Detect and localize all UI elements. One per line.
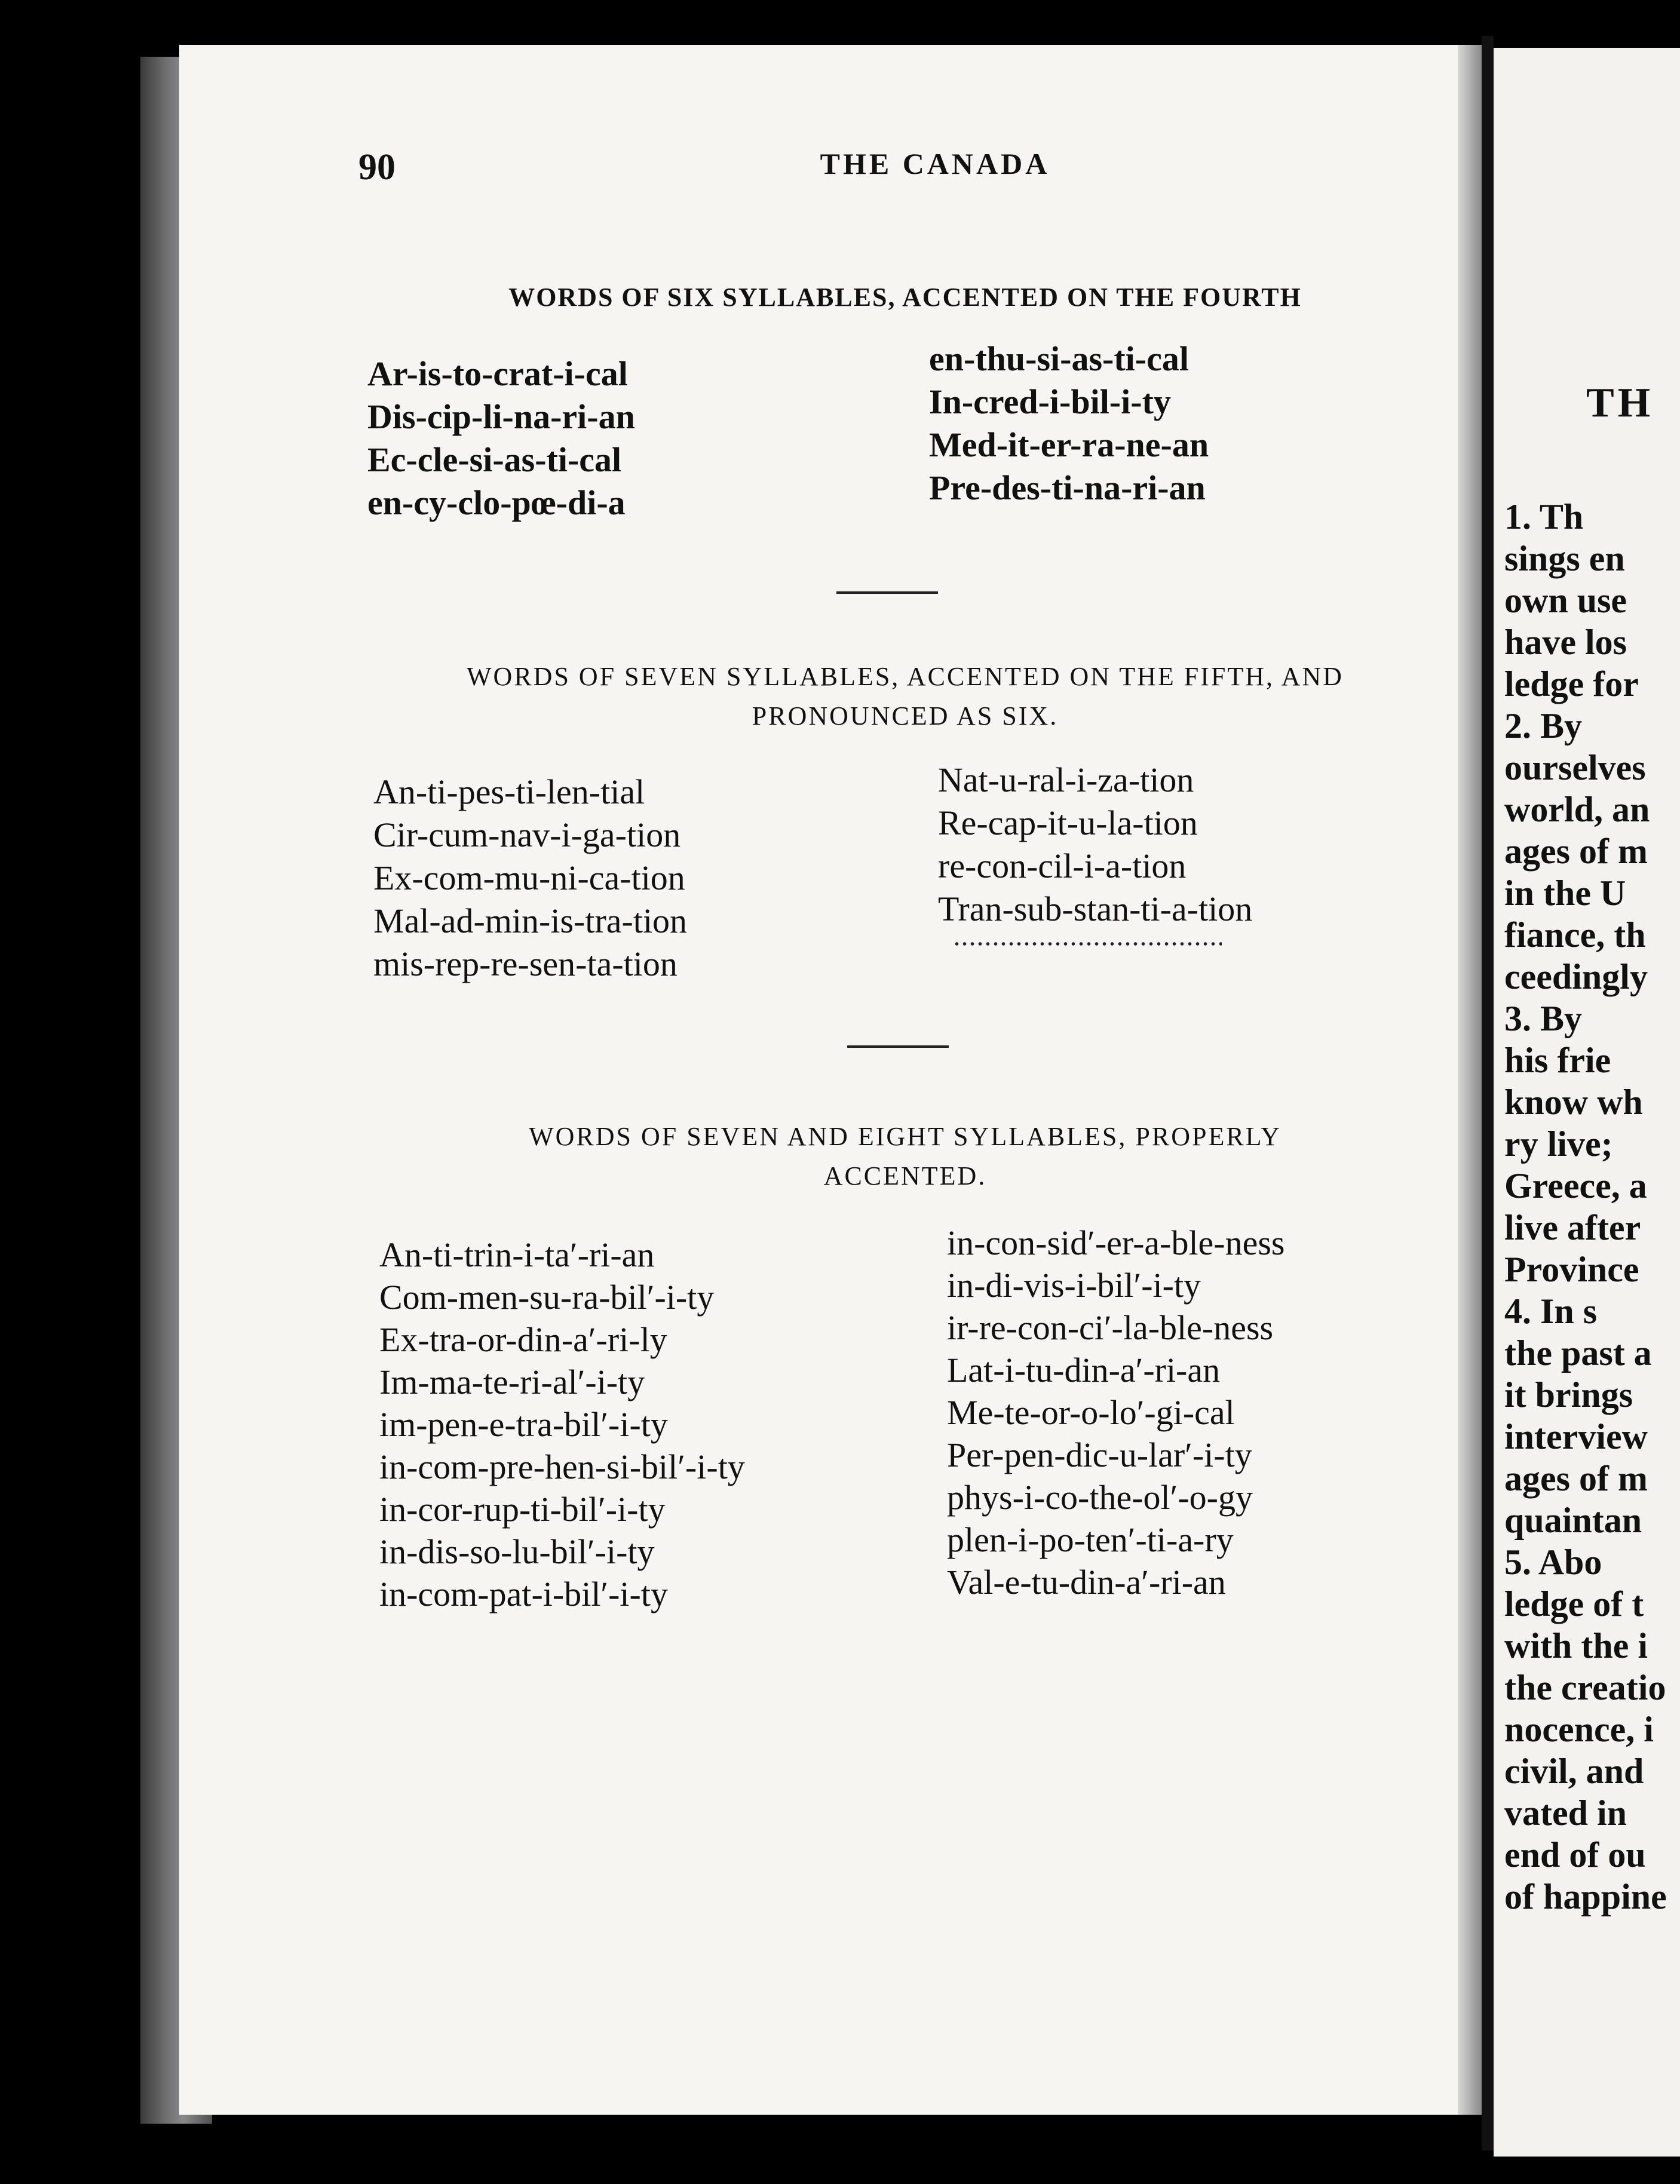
word-list-right (938, 759, 1252, 931)
facing-page-line: ledge of t (1504, 1584, 1644, 1624)
facing-page-line: in the U (1504, 873, 1626, 913)
word-list-left (379, 1234, 745, 1615)
word-list-left (373, 771, 687, 986)
word-item: Lat-i-tu-din-a′-ri-an (947, 1351, 1221, 1389)
word-item: Me-te-or-o-lo′-gi-cal (947, 1393, 1235, 1432)
word-item: im-pen-e-tra-bil′-i-ty (379, 1405, 668, 1444)
facing-page-line: his frie (1504, 1041, 1611, 1080)
word-item: phys-i-co-the-ol′-o-gy (947, 1478, 1253, 1517)
facing-page-line: ages of m (1504, 1459, 1648, 1498)
word-item: Ec-cle-si-as-ti-cal (367, 440, 622, 479)
facing-page-line: 2. By (1504, 706, 1583, 746)
word-item: Ex-com-mu-ni-ca-tion (373, 858, 685, 897)
facing-page-line: it brings (1504, 1375, 1633, 1415)
heading-line: WORDS OF SEVEN AND EIGHT SYLLABLES, PROPERLY (529, 1122, 1282, 1151)
heading-line: PRONOUNCED AS SIX. (752, 701, 1059, 731)
facing-page-fragment (1494, 48, 1680, 2157)
running-head: THE CANADA (820, 147, 1050, 180)
word-item: Dis-cip-li-na-ri-an (367, 397, 635, 436)
dotted-rule (953, 941, 1222, 947)
word-item: in-di-vis-i-bil′-i-ty (947, 1266, 1201, 1305)
word-item: re-con-cil-i-a-tion (938, 846, 1187, 885)
facing-page-line: sings en (1504, 539, 1625, 578)
facing-page-line: with the i (1504, 1626, 1648, 1665)
word-item: Pre-des-ti-na-ri-an (929, 468, 1206, 507)
facing-page-line: own use (1504, 581, 1627, 620)
word-item: Per-pen-dic-u-lar′-i-ty (947, 1435, 1252, 1474)
word-item: in-con-sid′-er-a-ble-ness (947, 1223, 1285, 1262)
facing-page-line: civil, and (1504, 1752, 1644, 1791)
word-item: Val-e-tu-din-a′-ri-an (947, 1563, 1226, 1602)
word-item: plen-i-po-ten′-ti-a-ry (947, 1520, 1234, 1559)
facing-page-line: ledge for (1504, 664, 1639, 704)
page-number: 90 (358, 147, 396, 188)
word-list-right (947, 1222, 1285, 1603)
facing-page-line: ourselves (1504, 748, 1646, 787)
facing-page-line: of happine (1504, 1877, 1667, 1916)
section-rule (836, 591, 938, 594)
facing-page-line: 4. In s (1504, 1292, 1598, 1331)
page-gutter-shadow (1458, 45, 1482, 2115)
facing-page-line: fiance, th (1504, 915, 1646, 955)
facing-page-line: world, an (1504, 790, 1650, 829)
word-item: ir-re-con-ci′-la-ble-ness (947, 1308, 1274, 1347)
word-item: An-ti-pes-ti-len-tial (373, 772, 645, 811)
word-item: en-cy-clo-pœ-di-a (367, 483, 626, 522)
facing-page-line: ceedingly (1504, 957, 1648, 996)
heading-text: WORDS OF SIX SYLLABLES, ACCENTED ON THE FOURTH (508, 283, 1302, 312)
facing-page-line: know wh (1504, 1082, 1643, 1122)
facing-page-line: Greece, a (1504, 1166, 1647, 1206)
word-item: in-dis-so-lu-bil′-i-ty (379, 1532, 655, 1571)
facing-page-line: ry live; (1504, 1124, 1613, 1164)
section-rule (847, 1045, 949, 1048)
word-item: in-com-pre-hen-si-bil′-i-ty (379, 1447, 745, 1486)
word-item: Ex-tra-or-din-a′-ri-ly (379, 1320, 667, 1359)
heading-line: WORDS OF SEVEN SYLLABLES, ACCENTED ON THE FIFTH, AND (467, 662, 1344, 691)
facing-page-line: the creatio (1504, 1668, 1666, 1707)
word-item: Com-men-su-ra-bil′-i-ty (379, 1278, 715, 1317)
facing-page-line: live after (1504, 1208, 1641, 1247)
facing-page-line: the past a (1504, 1333, 1652, 1373)
word-item: Ar-is-to-crat-i-cal (367, 354, 628, 393)
word-item: in-com-pat-i-bil′-i-ty (379, 1575, 668, 1614)
word-list-right (929, 338, 1209, 510)
facing-page-line: interview (1504, 1417, 1648, 1456)
word-item: mis-rep-re-sen-ta-tion (373, 944, 677, 983)
facing-page-line: vated in (1504, 1793, 1627, 1833)
word-list-left (367, 352, 635, 524)
word-item: en-thu-si-as-ti-cal (929, 339, 1189, 378)
word-item: Mal-ad-min-is-tra-tion (373, 901, 688, 940)
facing-page-line: 3. By (1504, 999, 1583, 1038)
word-item: Cir-cum-nav-i-ga-tion (373, 815, 681, 854)
facing-page-line: end of ou (1504, 1835, 1646, 1875)
facing-page-line: nocence, i (1504, 1710, 1654, 1749)
word-item: Nat-u-ral-i-za-tion (938, 760, 1194, 799)
facing-page-title: TH (1586, 380, 1654, 426)
word-item: An-ti-trin-i-ta′-ri-an (379, 1235, 655, 1274)
word-item: in-cor-rup-ti-bil′-i-ty (379, 1490, 666, 1529)
heading-line: ACCENTED. (823, 1161, 987, 1191)
section-heading-seven-syllables (358, 657, 1452, 736)
word-item: In-cred-i-bil-i-ty (929, 382, 1171, 421)
word-item: Im-ma-te-ri-al′-i-ty (379, 1363, 645, 1401)
facing-page-line: ages of m (1504, 832, 1648, 871)
word-item: Med-it-er-ra-ne-an (929, 425, 1209, 464)
page-divider (1482, 36, 1494, 2151)
facing-page-line: have los (1504, 622, 1627, 662)
section-heading-seven-eight-syllables (358, 1117, 1452, 1196)
facing-page-line: Province (1504, 1250, 1639, 1289)
word-item: Re-cap-it-u-la-tion (938, 803, 1198, 842)
facing-page-line: 5. Abo (1504, 1542, 1602, 1582)
word-item: Tran-sub-stan-ti-a-tion (938, 889, 1253, 928)
facing-page-line: quaintan (1504, 1501, 1642, 1540)
section-heading-six-syllables (358, 278, 1452, 317)
facing-page-line: 1. Th (1504, 497, 1584, 536)
